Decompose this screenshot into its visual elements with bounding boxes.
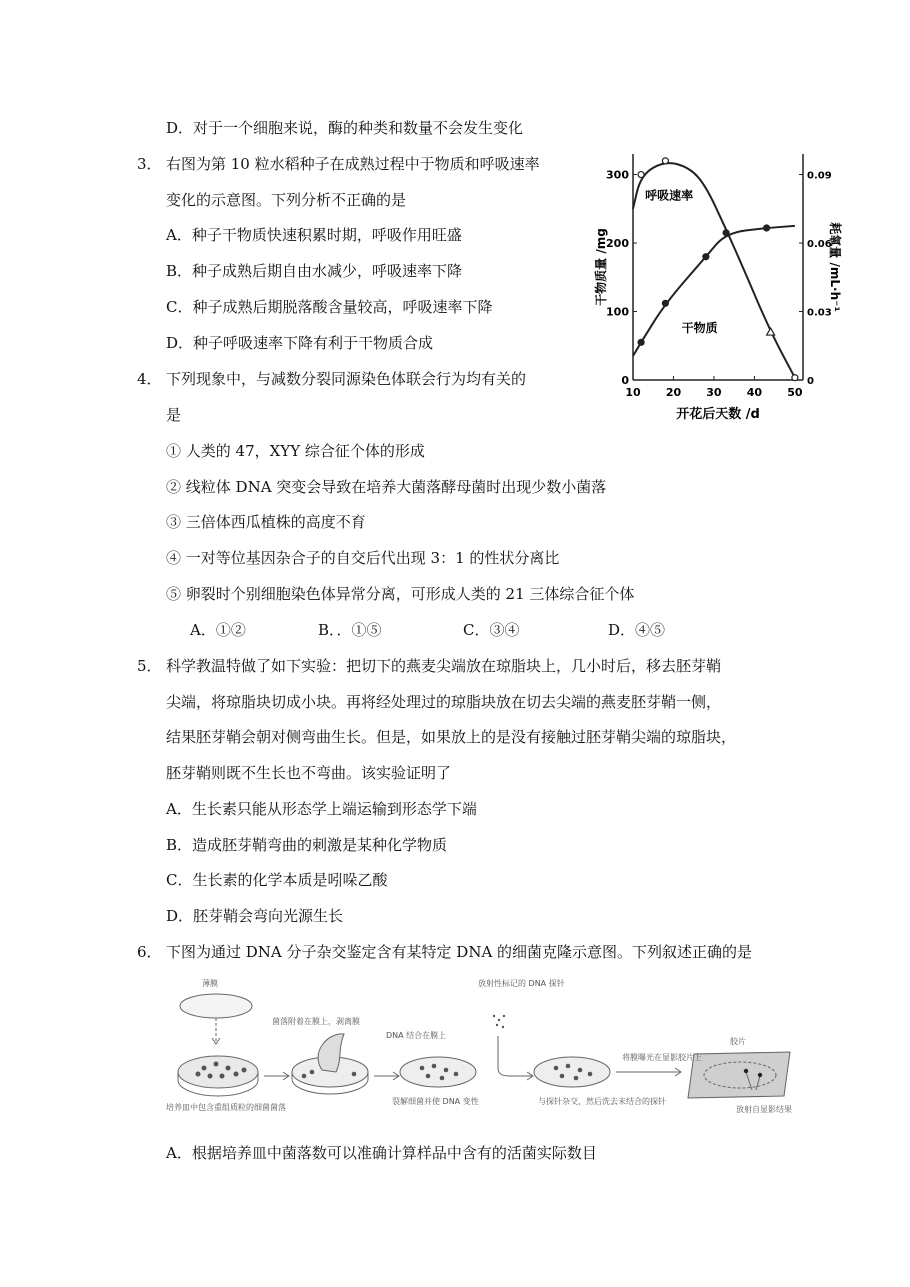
label-hybrid-caption: 与探针杂交，然后洗去未结合的探针: [538, 1097, 666, 1106]
membrane-sheet: [180, 994, 252, 1018]
q3-stem-line1: 右图为第 10 粒水稻种子在成熟过程中于物质和呼吸速率: [166, 155, 540, 173]
hybridized-membrane: [534, 1057, 610, 1087]
q5-stem-line3: 结果胚芽鞘会朝对侧弯曲生长。但是，如果放上的是没有接触过胚芽鞘尖端的琼脂块，: [166, 728, 737, 746]
q4-item-1: ① 人类的 47，XYY 综合征个体的形成: [166, 442, 425, 460]
y-right-tick-label: 0: [807, 376, 814, 387]
data-point-respiration: [792, 375, 798, 381]
q3-option-c: C．种子成熟后期脱落酸含量较高，呼吸速率下降: [166, 298, 493, 316]
x-axis-title: 开花后天数 /d: [676, 407, 760, 422]
y-right-axis-title: 耗氧量 /mL·h⁻¹: [828, 222, 842, 312]
q5-option-a: A．生长素只能从形态学上端运输到形态学下端: [166, 800, 477, 818]
series-label-respiration: 呼吸速率: [645, 188, 694, 203]
q3-option-a: A．种子干物质快速积累时期，呼吸作用旺盛: [166, 226, 462, 244]
q4-option-d: D．④⑤: [608, 621, 666, 639]
x-tick-label: 30: [706, 386, 722, 399]
label-dish-caption: 培养皿中包含重组质粒的细菌菌落: [166, 1103, 286, 1112]
label-probe: 放射性标记的 DNA 探针: [478, 979, 565, 988]
x-tick-label: 20: [665, 386, 682, 399]
petri-dish-2: [292, 1034, 368, 1094]
arrow-4: [616, 1068, 681, 1076]
y-left-tick-label: 200: [606, 237, 629, 251]
colony-hybridization-diagram: [160, 972, 800, 1132]
q6-number: 6．: [137, 943, 162, 961]
data-point-dry-matter: [723, 230, 729, 236]
data-point-dry-matter: [703, 254, 709, 260]
film-sheet: [688, 1052, 790, 1098]
dry-matter-respiration-chart: [585, 140, 845, 435]
q4-stem-line1: 下列现象中，与减数分裂同源染色体联会行为均有关的: [166, 370, 527, 388]
q4-option-c: C．③④: [463, 621, 520, 639]
q6-option-a: A．根据培养皿中菌落数可以准确计算样品中含有的活菌实际数目: [166, 1144, 597, 1162]
q4-item-5: ⑤ 卵裂时个别细胞染色体异常分离，可形成人类的 21 三体综合征个体: [166, 585, 635, 603]
q6-stem-line1: 下图为通过 DNA 分子杂交鉴定含有某特定 DNA 的细菌克隆示意图。下列叙述正确的是: [166, 943, 753, 961]
data-point-respiration: [767, 328, 775, 335]
q5-stem-line4: 胚芽鞘则既不生长也不弯曲。该实验证明了: [166, 764, 452, 782]
series-line-dry-matter: [633, 226, 795, 356]
arrow-1: [264, 1072, 289, 1080]
data-point-dry-matter: [764, 225, 770, 231]
q3-stem-line2: 变化的示意图。下列分析不正确的是: [166, 191, 407, 209]
y-right-tick-label: 0.06: [807, 239, 832, 251]
arrow-2: [374, 1072, 399, 1080]
q5-stem-line2: 尖端，将琼脂块切成小块。再将经处理过的琼脂块放在切去尖端的燕麦胚芽鞘一侧，: [166, 693, 722, 711]
q4-item-3: ③ 三倍体西瓜植株的高度不育: [166, 513, 366, 531]
data-point-respiration: [662, 158, 668, 164]
q5-option-b: B．造成胚芽鞘弯曲的刺激是某种化学物质: [166, 836, 448, 854]
label-membrane: 薄膜: [202, 979, 218, 988]
q5-option-c: C．生长素的化学本质是吲哚乙酸: [166, 871, 388, 889]
q5-option-d: D．胚芽鞘会弯向光源生长: [166, 907, 344, 925]
membrane-with-dna: [400, 1057, 476, 1087]
x-tick-label: 50: [787, 386, 803, 399]
label-colonies-on-membrane: 菌落附着在膜上，剥离膜: [272, 1017, 360, 1026]
q3-option-b: B．种子成熟后期自由水减少，呼吸速率下降: [166, 262, 463, 280]
data-point-respiration: [638, 172, 644, 178]
q4-item-2: ② 线粒体 DNA 突变会导致在培养大菌落酵母菌时出现少数小菌落: [166, 478, 607, 496]
q4-item-4: ④ 一对等位基因杂合子的自交后代出现 3：1 的性状分离比: [166, 549, 560, 567]
label-dna-on-membrane: DNA 结合在膜上: [386, 1031, 447, 1040]
y-right-tick-label: 0.09: [807, 170, 832, 182]
y-left-tick-label: 0: [621, 374, 629, 387]
data-point-dry-matter: [638, 339, 644, 345]
q3-number: 3．: [137, 155, 162, 173]
q4-option-b: B．．①⑤: [318, 621, 382, 639]
label-expose: 将膜曝光在显影胶片上: [622, 1053, 702, 1062]
label-film: 胶片: [730, 1037, 746, 1046]
petri-dish-1: [178, 1056, 258, 1096]
probe-arrow: [498, 1036, 533, 1080]
label-lyse-caption: 裂解细菌并使 DNA 变性: [392, 1097, 479, 1106]
x-tick-label: 10: [625, 386, 641, 399]
q4-stem-line2: 是: [166, 406, 182, 424]
q5-number: 5．: [137, 657, 162, 675]
x-tick-label: 40: [746, 386, 763, 399]
data-point-dry-matter: [662, 300, 668, 306]
series-label-dry-matter: 干物质: [681, 321, 718, 336]
label-autoradiograph: 放射自显影结果: [736, 1105, 792, 1114]
q3-option-d: D．种子呼吸速率下降有利于干物质合成: [166, 334, 434, 352]
y-left-axis-title: 干物质量 /mg: [594, 228, 608, 306]
q2-option-d: D．对于一个细胞来说，酶的种类和数量不会发生变化: [166, 119, 524, 137]
y-right-tick-label: 0.03: [807, 307, 832, 319]
q4-number: 4．: [137, 370, 162, 388]
y-left-tick-label: 100: [606, 305, 629, 319]
q4-option-a: A．①②: [190, 621, 246, 639]
y-left-tick-label: 300: [606, 168, 629, 182]
q5-stem-line1: 科学教温特做了如下实验：把切下的燕麦尖端放在琼脂块上，几小时后，移去胚芽鞘: [166, 657, 722, 675]
